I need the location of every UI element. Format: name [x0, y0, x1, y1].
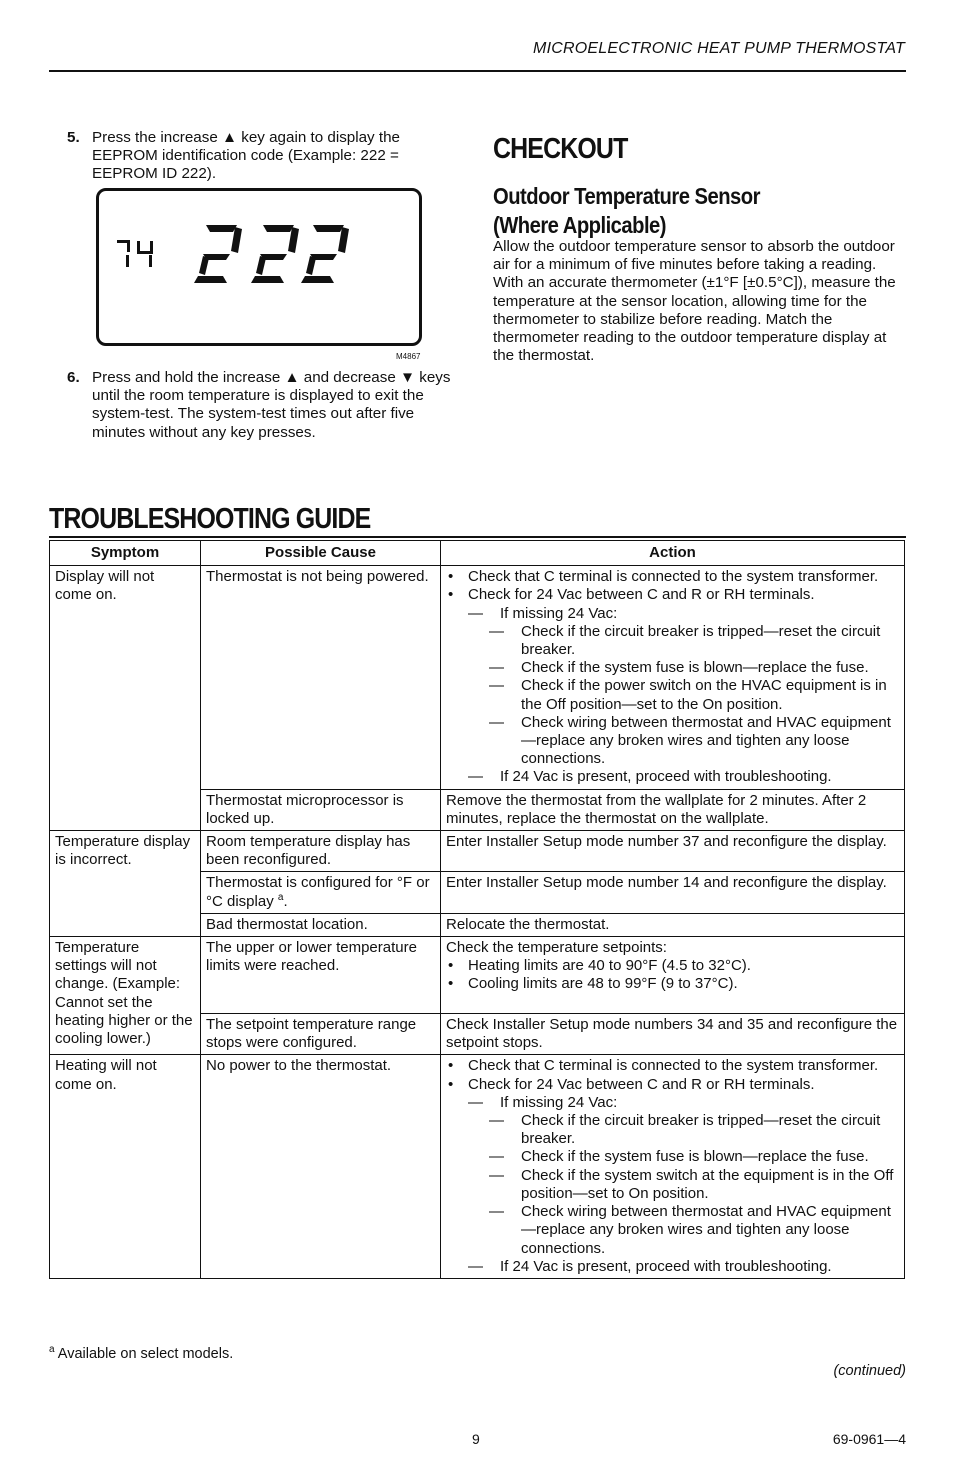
segment — [263, 225, 294, 232]
footnote-marker: a — [277, 891, 284, 903]
action-cell — [441, 937, 905, 1014]
action-cell: Enter Installer Setup mode number 37 and reconfigure the display. — [441, 831, 905, 872]
troubleshooting-table — [49, 540, 905, 1279]
table-row — [50, 566, 905, 789]
action-bullet: • Cooling limits are 48 to 99°F (9 to 37°C). — [446, 975, 899, 993]
symptom-cell: Display will not come on. — [50, 566, 201, 831]
action-dash: — If missing 24 Vac: — [446, 1094, 899, 1112]
cause-cell: The upper or lower temperature limits were reached. — [201, 937, 441, 1014]
segment — [126, 255, 129, 267]
figure-id: M4867 — [396, 352, 421, 361]
troubleshooting-heading: TROUBLESHOOTING GUIDE — [49, 503, 371, 535]
action-bullet: • Check for 24 Vac between C and R or RH terminals. — [446, 1076, 899, 1094]
action-subdash: — Check if the system fuse is blown—replace the fuse. — [446, 659, 899, 677]
table-row — [50, 937, 905, 1014]
action-dash: — If missing 24 Vac: — [446, 605, 899, 623]
cause-cell: Thermostat is configured for °F or °C display $^a$. — [201, 872, 441, 913]
action-subdash: — Check wiring between thermostat and HVAC equipment—replace any broken wires and tighten any loose connections. — [446, 1203, 899, 1258]
segment — [194, 276, 227, 283]
action-bullet: • Check that C terminal is connected to the system transformer. — [446, 568, 899, 586]
segment — [251, 276, 284, 283]
action-cell — [441, 1055, 905, 1278]
cause-cell: Thermostat is not being powered. — [201, 566, 441, 789]
footnote-text: Available on select models. — [54, 1346, 234, 1362]
symptom-cell: Temperature settings will not change. (Example: Cannot set the heating higher or the cooling lower.) — [50, 937, 201, 1055]
cause-cell: Bad thermostat location. — [201, 913, 441, 936]
action-cell: Check Installer Setup mode numbers 34 and 35 and reconfigure the setpoint stops. — [441, 1014, 905, 1055]
step-text: Press and hold the increase ▲ and decrease ▼ keys until the room temperature is displayed to exit the system-test. The system-test times out after five minutes without any key presses. — [92, 369, 451, 441]
footnote — [49, 1346, 233, 1362]
outdoor-sensor-heading — [493, 182, 760, 240]
header-rule — [49, 70, 906, 72]
lcd-segments — [99, 191, 425, 349]
action-dash: — If 24 Vac is present, proceed with troubleshooting. — [446, 1258, 899, 1276]
lcd-display-figure — [96, 188, 422, 346]
action-cell — [441, 566, 905, 789]
segment — [256, 256, 266, 275]
step-number: 5. — [67, 129, 80, 146]
header-cause: Possible Cause — [201, 541, 441, 566]
table-row — [50, 1055, 905, 1278]
action-bullet: • Heating limits are 40 to 90°F (4.5 to 32°C). — [446, 957, 899, 975]
document-number: 69-0961—4 — [832, 1431, 906, 1447]
segment — [313, 225, 344, 232]
step-5 — [67, 129, 459, 184]
action-subdash: — Check if the system switch at the equipment is in the Off position—set to On position. — [446, 1167, 899, 1203]
action-dash: — If 24 Vac is present, proceed with troubleshooting. — [446, 768, 899, 786]
outdoor-sensor-text: Allow the outdoor temperature sensor to absorb the outdoor air for a minimum of five minutes before taking a reading. With an accurate thermometer (±1°F [±0.5°C]), measure the temperature at the sensor location, allowing time for the thermometer to stabilize before reading. Match the thermometer reading to the outdoor temperature display at the thermostat. — [493, 238, 896, 365]
symptom-cell: Heating will not come on. — [50, 1055, 201, 1278]
cause-cell: Thermostat microprocessor is locked up. — [201, 789, 441, 830]
header-action: Action — [441, 541, 905, 566]
action-cell: Enter Installer Setup mode number 14 and reconfigure the display. — [441, 872, 905, 913]
action-bullet: • Check that C terminal is connected to the system transformer. — [446, 1057, 899, 1075]
cause-cell: Room temperature display has been reconfigured. — [201, 831, 441, 872]
symptom-cell: Temperature display is incorrect. — [50, 831, 201, 937]
action-subdash: — Check if the circuit breaker is tripped—reset the circuit breaker. — [446, 623, 899, 659]
action-intro: Check the temperature setpoints: — [446, 939, 667, 957]
troubleshooting-rule — [49, 536, 906, 538]
segment — [127, 241, 130, 252]
segment — [149, 255, 152, 267]
action-subdash: — Check if the circuit breaker is tripped—reset the circuit breaker. — [446, 1112, 899, 1148]
segment — [206, 225, 237, 232]
segment — [199, 256, 209, 275]
page-number: 9 — [472, 1431, 480, 1447]
action-cell: Remove the thermostat from the wallplate for 2 minutes. After 2 minutes, replace the thermostat on the wallplate. — [441, 789, 905, 830]
subtitle-line: Outdoor Temperature Sensor — [493, 183, 760, 209]
cause-cell: No power to the thermostat. — [201, 1055, 441, 1278]
header-symptom: Symptom — [50, 541, 201, 566]
segment — [301, 276, 334, 283]
step-text: Press the increase ▲ key again to display the EEPROM identification code (Example: 222 = EEPROM ID 222). — [92, 129, 400, 183]
table-header-row — [50, 541, 905, 566]
action-cell: Relocate the thermostat. — [441, 913, 905, 936]
continued-note: (continued) — [833, 1363, 906, 1379]
segment — [150, 241, 153, 252]
running-header: MICROELECTRONIC HEAT PUMP THERMOSTAT — [533, 40, 905, 57]
cause-text: Thermostat is configured for °F or °C display — [206, 874, 430, 910]
checkout-heading: CHECKOUT — [493, 133, 628, 165]
cause-cell: The setpoint temperature range stops were configured. — [201, 1014, 441, 1055]
table-row — [50, 831, 905, 872]
step-6 — [67, 369, 459, 442]
subtitle-line: (Where Applicable) — [493, 212, 667, 238]
step-number: 6. — [67, 369, 80, 386]
segment — [137, 241, 140, 252]
action-bullet: • Check for 24 Vac between C and R or RH terminals. — [446, 586, 899, 604]
action-subdash: — Check wiring between thermostat and HVAC equipment—replace any broken wires and tighten any loose connections. — [446, 714, 899, 769]
footnote-marker: a — [49, 1344, 55, 1356]
segment — [306, 256, 316, 275]
action-subdash: — Check if the system fuse is blown—replace the fuse. — [446, 1148, 899, 1166]
action-subdash: — Check if the power switch on the HVAC equipment is in the Off position—set to the On position. — [446, 677, 899, 713]
